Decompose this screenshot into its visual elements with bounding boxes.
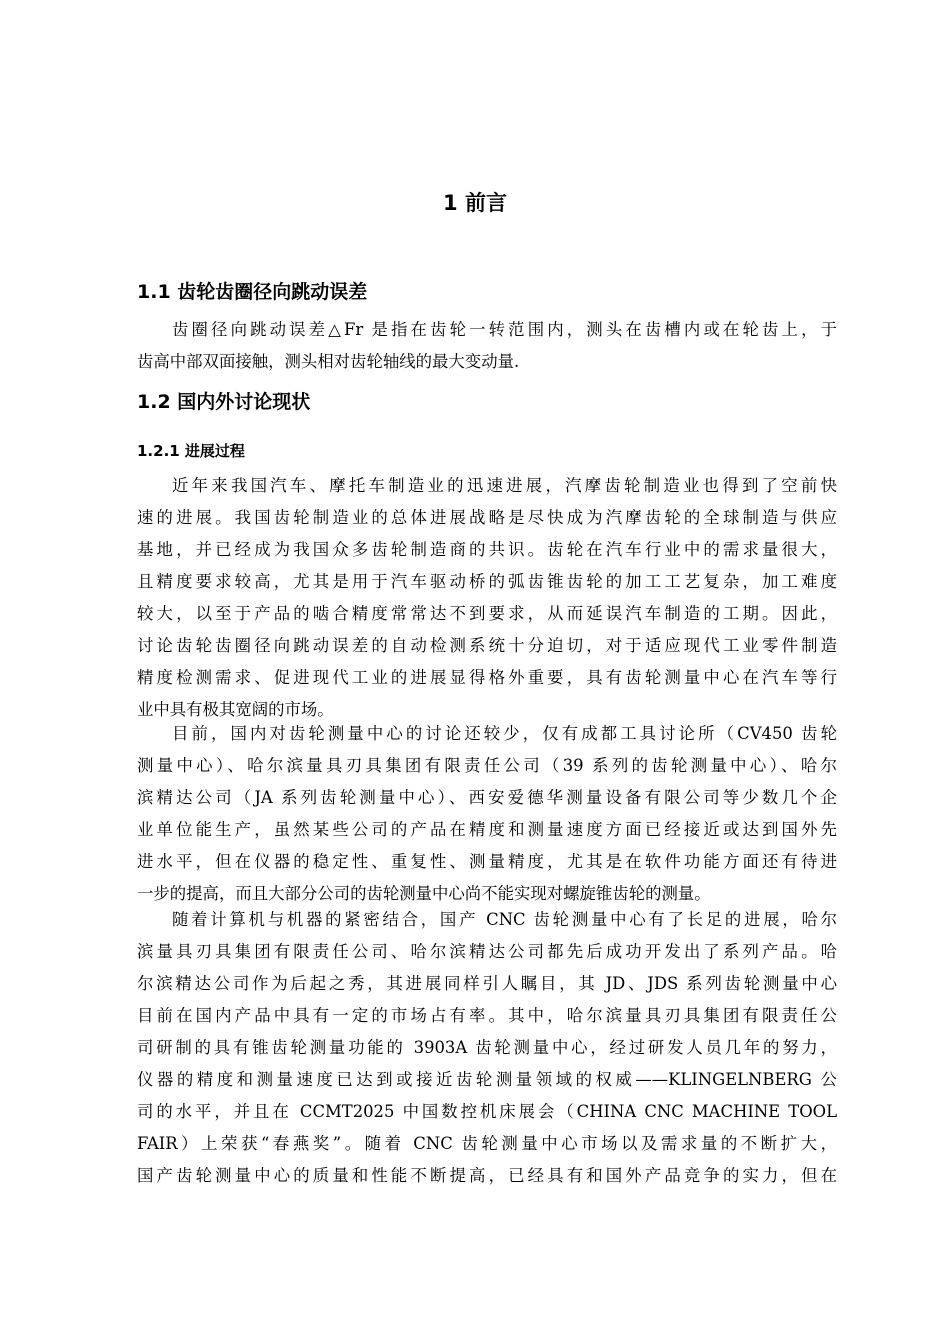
paragraph-line: 进水平，但在仪器的稳定性、重复性、测量精度，尤其是在软件功能方面还有待进	[137, 852, 837, 871]
paragraph-line: 速的进展。我国齿轮制造业的总体进展战略是尽快成为汽摩齿轮的全球制造与供应	[137, 508, 837, 527]
paragraph-development-3	[137, 904, 837, 1192]
paragraph-line: 仪器的精度和测量速度已达到或接近齿轮测量领域的权威——KLINGELNBERG 公	[137, 1070, 837, 1089]
paragraph-development-1	[137, 470, 837, 726]
paragraph-line: 司研制的具有锥齿轮测量功能的 3903A 齿轮测量中心，经过研发人员几年的努力，	[137, 1038, 837, 1057]
subsection-heading-1-2-1: 1.2.1 进展过程	[137, 442, 245, 460]
paragraph-line: 目前，国内对齿轮测量中心的讨论还较少，仅有成都工具讨论所（CV450 齿轮	[172, 724, 837, 743]
paragraph-line: 讨论齿轮齿圈径向跳动误差的自动检测系统十分迫切，对于适应现代工业零件制造	[137, 636, 837, 655]
paragraph-line: 国产齿轮测量中心的质量和性能不断提高，已经具有和国外产品竞争的实力，但在	[137, 1166, 837, 1185]
chapter-title: 1 前言	[443, 191, 507, 215]
paragraph-line: 且精度要求较高，尤其是用于汽车驱动桥的弧齿锥齿轮的加工工艺复杂，加工难度	[137, 572, 837, 591]
paragraph-line: 业单位能生产，虽然某些公司的产品在精度和测量速度方面已经接近或达到国外先	[137, 820, 837, 839]
paragraph-line: 齿高中部双面接触，测头相对齿轮轴线的最大变动量.	[137, 352, 520, 371]
paragraph-development-2	[137, 718, 837, 910]
section-heading-1-1: 1.1 齿轮齿圈径向跳动误差	[137, 281, 368, 303]
paragraph-line: 目前在国内产品中具有一定的市场占有率。其中，哈尔滨量具刃具集团有限责任公	[137, 1006, 837, 1025]
paragraph-line: 滨量具刃具集团有限责任公司、哈尔滨精达公司都先后成功开发出了系列产品。哈	[137, 942, 837, 961]
paragraph-line: 随着计算机与机器的紧密结合，国产 CNC 齿轮测量中心有了长足的进展，哈尔	[172, 910, 837, 929]
paragraph-line: 精度检测需求、促进现代工业的进展显得格外重要，具有齿轮测量中心在汽车等行	[137, 668, 837, 687]
paragraph-1-1	[137, 314, 837, 378]
paragraph-line: 近年来我国汽车、摩托车制造业的迅速进展，汽摩齿轮制造业也得到了空前快	[172, 476, 837, 495]
paragraph-line: 一步的提高，而且大部分公司的齿轮测量中心尚不能实现对螺旋锥齿轮的测量。	[137, 884, 711, 903]
paragraph-line: 业中具有极其宽阔的市场。	[137, 700, 334, 719]
paragraph-line: 基地，并已经成为我国众多齿轮制造商的共识。齿轮在汽车行业中的需求量很大，	[137, 540, 837, 559]
paragraph-line: 测量中心）、哈尔滨量具刃具集团有限责任公司（39 系列的齿轮测量中心）、哈尔	[137, 756, 837, 775]
paragraph-line: 较大，以至于产品的啮合精度常常达不到要求，从而延误汽车制造的工期。因此，	[137, 604, 837, 623]
paragraph-line: 司的水平，并且在 CCMT2025 中国数控机床展会（CHINA CNC MACHINE TOOL	[137, 1102, 837, 1121]
paragraph-line: FAIR）上荣获“春燕奖”。随着 CNC 齿轮测量中心市场以及需求量的不断扩大，	[137, 1134, 837, 1153]
paragraph-line: 滨精达公司（JA 系列齿轮测量中心）、西安爱德华测量设备有限公司等少数几个企	[137, 788, 837, 807]
paragraph-line: 尔滨精达公司作为后起之秀，其进展同样引人瞩目，其 JD、JDS 系列齿轮测量中心	[137, 974, 837, 993]
paragraph-line: 齿圈径向跳动误差△Fr 是指在齿轮一转范围内，测头在齿槽内或在轮齿上，于	[172, 320, 837, 339]
section-heading-1-2: 1.2 国内外讨论现状	[137, 391, 311, 413]
